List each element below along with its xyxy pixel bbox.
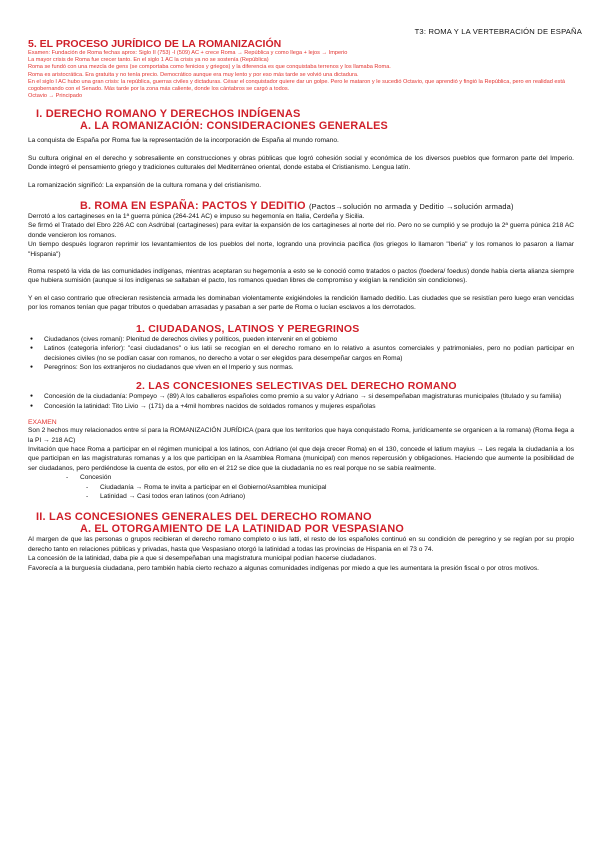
note-line: Roma es aristocrática. Era gratuita y no tenía precio. Democrático aunque era muy lento y por eso más tarde se volvió una dictadura.	[28, 71, 359, 78]
bullet-list	[28, 335, 574, 373]
list-item: - Concesión	[80, 473, 574, 482]
sub1-heading: 1. CIUDADANOS, LATINOS Y PEREGRINOS	[136, 322, 360, 335]
paragraph: La conquista de España por Roma fue la representación de la incorporación de España al mundo romano.	[28, 137, 339, 145]
paragraph: Favorecía a la burguesía ciudadana, pero también había cierto rechazo a algunas comunidades indígenas por miedo a que les aumentara la presión fiscal o por otros motivos.	[28, 564, 539, 572]
part2-subA-heading: A. EL OTORGAMIENTO DE LA LATINIDAD POR VESPASIANO	[80, 523, 404, 536]
dash-list	[28, 473, 574, 482]
list-item: ● Ciudadanos (cives romani): Plenitud de derechos civiles y políticos, pueden intervenir en el gobierno	[40, 335, 574, 344]
sub2-heading: 2. LAS CONCESIONES SELECTIVAS DEL DERECHO ROMANO	[136, 380, 457, 393]
paragraph: Y en el caso contrario que ofrecieran resistencia armada les dominaban violentamente exigiéndoles la rendición llamado deditio. Las ciudades que se resistían pero luego eran vencidas por los romanos tenían que pagar tributos o quedaban arrasadas y pasaban a ser parte de Roma o lucían esclavos a los derrotados.	[28, 294, 574, 312]
paragraph: La romanización significó: La expansión de la cultura romana y del cristianismo.	[28, 181, 262, 189]
part1-subB-heading	[28, 200, 574, 212]
subB-note: (Pactos→solución no armada y Deditio →solución armada)	[308, 202, 514, 212]
paragraph: Invitación que hace Roma a participar en el régimen municipal a los latinos, con Adriano (el que deja crecer Roma) en el 130, concede el latium mayius → Les regala la ciudadanía a los que participan en las magistraturas romanas y a los que participan en la Asamblea Romana (municipal) con menos repercusión y obligaciones. Haciendo que aumente la posibilidad de ser ciudadanos, pero perdiéndose la cuenta de estos, por ello en el 212 se dice que la ciudadanía no es real porque no se sabía realmente.	[28, 445, 574, 472]
list-item: ● Latinos (categoría inferior): "casi ciudadanos" o ius latii se recogían en el derecho romano en lo relativo a asuntos comerciales y patrimoniales, pero no podían participar en decisiones civiles (no se podían casar con romanos, no derecho a votar o ser elegidos para desempeñar cargos en Roma)	[40, 344, 574, 363]
subB-title: B. ROMA EN ESPAÑA: PACTOS Y DEDITIO	[80, 200, 306, 213]
paragraph: Se firmó el Tratado del Ebro 226 AC con Asdrúbal (cartagineses) para evitar la expansión de los cartagineses al norte del río. Pero no se cumplió y se produjo la 2ª guerra púnica 218 AC donde vencieron los romanos.	[28, 222, 574, 239]
list-item: - Ciudadanía → Roma te invita a participar en el Gobierno/Asamblea municipal	[100, 483, 574, 492]
section-title: 5. EL PROCESO JURÍDICO DE LA ROMANIZACIÓN	[28, 38, 282, 50]
note-line: Roma se fundó con una mezcla de gens (se comportaba como fenicios y griegos) y la diferencia es que conquistaba terrenos y los llamaba Roma.	[28, 64, 391, 71]
list-item: ● Concesión la latinidad: Tito Livio → (171) da a +4mil hombres nacidos de soldados romanos y mujeres españolas	[40, 402, 574, 411]
paragraph: Su cultura original en el derecho y sobresaliente en construcciones y obras públicas que logró cohesión social y económica de los diversos pueblos que formaron parte del Imperio. Donde integró el pensamiento griego y tradiciones culturales del Mediterráneo oriental, donde estaba el Cristianismo. Lengua latín.	[28, 154, 574, 172]
list-item: ● Concesión de la ciudadanía: Pompeyo → (89) A los caballeros españoles como premio a su valor y Adriano → si desempeñaban magistraturas municipales (titulado y su familia)	[40, 392, 574, 401]
dash-sublist	[28, 483, 574, 502]
paragraph: Al margen de que las personas o grupos recibieran el derecho romano completo o ius latti, el resto de los españoles continuó en su condición de peregrino y se regían por su propio derecho tanto en relaciones públicas y privadas, hasta que Vespasiano otorgó la latinidad a todas las provincias de Hispania en el 73 o 74.	[28, 536, 574, 553]
note-line: En el siglo I AC hubo una gran crisis: la república, guerras civiles y dictaduras. César el conquistador quiere dar un golpe. Pero le mataron y le sucedió Octavio, que aprendió y fingió la República, pero en realidad está cogobernando con el Senado. Más tarde por la zona más caliente, donde los cántabros se cargó a todos.	[28, 78, 565, 93]
part1-subA-heading: A. LA ROMANIZACIÓN: CONSIDERACIONES GENERALES	[80, 120, 388, 133]
paragraph: Roma respetó la vida de las comunidades indígenas, mientras aceptaran su hegemonía a esto se le conoció como tratados o pactos (foedera/ foedus) donde había cierta alianza siempre que hubiera sumisión (aunque si los indígenas se saltaban el pacto, los romanos quedan libres de compromiso y exigían la rendición sin condiciones).	[28, 268, 574, 285]
running-header: T3: ROMA Y LA VERTEBRACIÓN DE ESPAÑA	[414, 27, 582, 36]
examen-label: EXAMEN	[28, 419, 57, 427]
note-line: Octavio → Principado	[28, 93, 83, 100]
paragraph: La concesión de la latinidad, daba pie a que si desempeñaban una magistratura municipal podían hacerse ciudadanos.	[28, 555, 377, 563]
bullet-list	[28, 392, 574, 411]
paragraph: Son 2 hechos muy relacionados entre sí para la ROMANIZACIÓN JURÍDICA (para que los territorios que haya conquistado Roma, jurídicamente se organicen a la romana) (Roma llega a la PI → 218 AC)	[28, 427, 574, 444]
note-line: La mayor crisis de Roma fue crecer tanto. En el siglo 1 AC la crisis ya no se sostenía (República)	[28, 57, 269, 64]
list-item: - Latinidad → Casi todos eran latinos (con Adriano)	[100, 492, 574, 501]
paragraph: Derrotó a los cartagineses en la 1ª guerra púnica (264-241 AC) e impuso su hegemonía en Italia, Cerdeña y Sicilia.	[28, 213, 365, 221]
paragraph: Un tiempo después lograron reprimir los levantamientos de los pueblos del norte, logrando una provincia pacífica (los griegos lo llamaron "Iberia" y los romanos lo pasaron a llamar "Hispania")	[28, 241, 574, 258]
list-item: ● Peregrinos: Son los extranjeros no ciudadanos que viven en el Imperio y sus normas.	[40, 363, 574, 372]
note-line: Examen: Fundación de Roma fechas aprox: Siglo II (753) -I (509) AC + crece Roma → República y como llega + lejos → Imperio	[28, 50, 348, 56]
part2-heading: II. LAS CONCESIONES GENERALES DEL DERECHO ROMANO	[36, 511, 372, 524]
page-content	[28, 38, 574, 573]
part1-heading: I. DERECHO ROMANO Y DERECHOS INDÍGENAS	[36, 108, 301, 121]
